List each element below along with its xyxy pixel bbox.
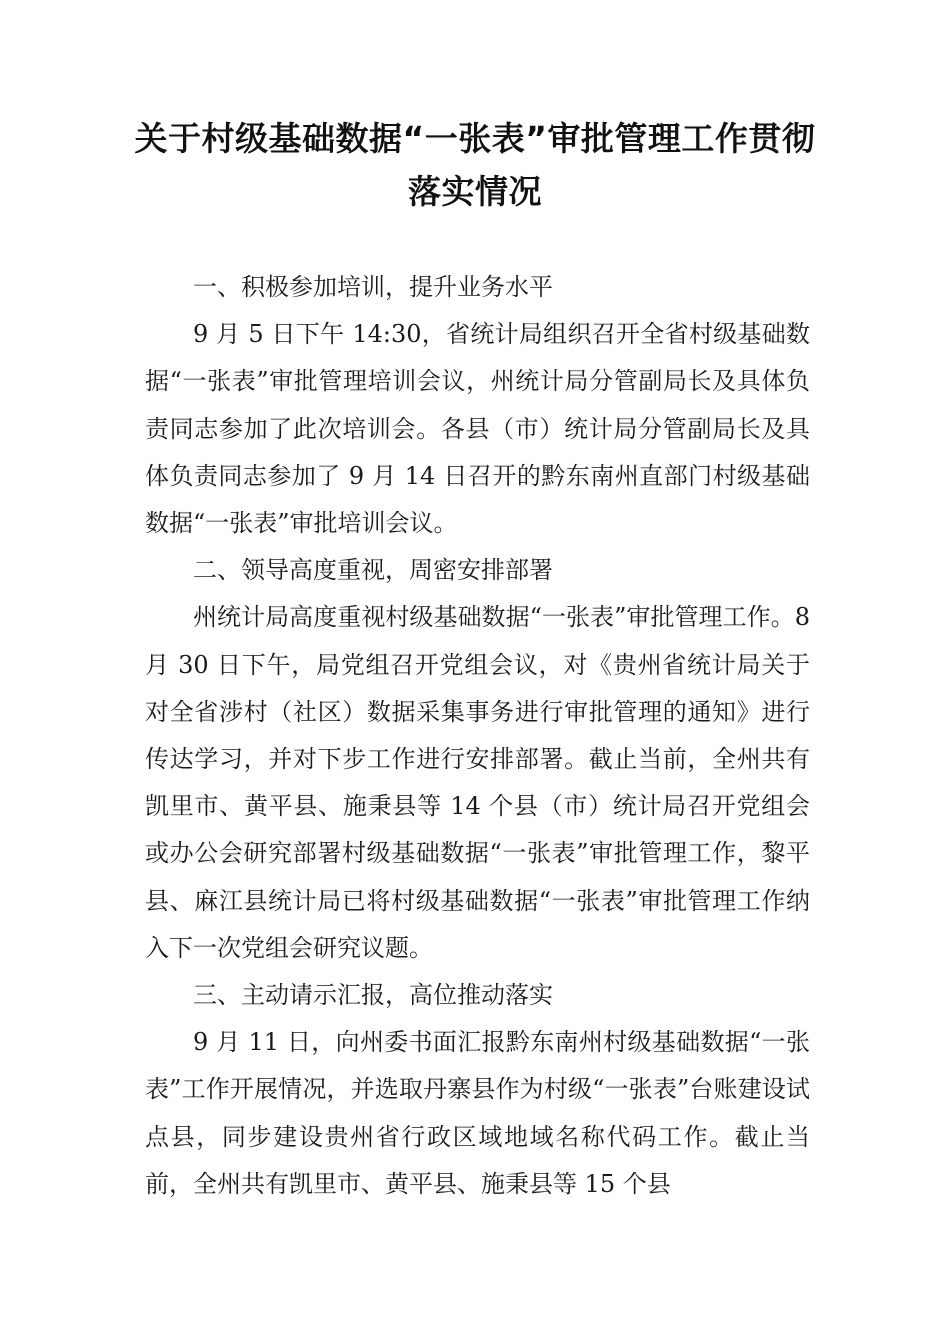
- section-heading-1: 一、积极参加培训，提升业务水平: [193, 273, 553, 301]
- document-title: 关于村级基础数据“一张表”审批管理工作贯彻落实情况: [134, 119, 816, 211]
- section-paragraph-3: 9 月 11 日，向州委书面汇报黔东南州村级基础数据“一张表”工作开展情况，并选取丹寨县作为村级“一张表”台账建设试点县，同步建设贵州省行政区域地域名称代码工作。截止当前，全州共有凯里市、黄平县、施秉县等 15 个县: [145, 1028, 810, 1198]
- section-paragraph-2: 州统计局高度重视村级基础数据“一张表”审批管理工作。8 月 30 日下午，局党组召开党组会议，对《贵州省统计局关于对全省涉村（社区）数据采集事务进行审批管理的通知》进行传达学习，并对下步工作进行安排部署。截止当前，全州共有凯里市、黄平县、施秉县等 14 个县（市）统计局召开党组会或办公会研究部署村级基础数据“一张表”审批管理工作，黎平县、麻江县统计局已将村级基础数据“一张表”审批管理工作纳入下一次党组会研究议题。: [145, 603, 810, 962]
- section-heading-2: 二、领导高度重视，周密安排部署: [193, 556, 553, 585]
- document-body: [145, 264, 810, 1208]
- section-heading-3: 三、主动请示汇报，高位推动落实: [193, 981, 553, 1010]
- section-paragraph-1: 9 月 5 日下午 14:30，省统计局组织召开全省村级基础数据“一张表”审批管理培训会议，州统计局分管副局长及具体负责同志参加了此次培训会。各县（市）统计局分管副局长及具体负责同志参加了 9 月 14 日召开的黔东南州直部门村级基础数据“一张表”审批培训会议。: [145, 320, 810, 538]
